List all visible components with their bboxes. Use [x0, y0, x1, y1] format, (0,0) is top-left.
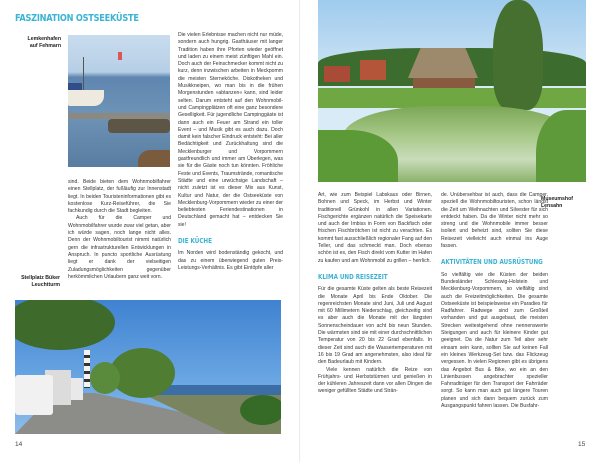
- text-column-right: Die vielen Erlebnisse machen nicht nur müde, sondern auch hungrig. Gasthäuser mit langer Tradition haben ihre Pforten wieder geöffnet und laden zu einem meist zünftigen Mahl ein. Doch auch der Feinschmecker kommt nicht zu kurz, denn inzwischen arbeiten in Meckpomm die meisten Sterneköche. Diskotheken und Musikkneipen, wo man bis in die frühen Morgenstunden »abtanzen« kann, sind leider selten. Darum entsteht auf den Wohnmobil- und Campingplätzen oft eine ganz besondere Geselligkeit. Für jugendliche Campinggäste ist dann auch ein Feuer am Strand ein toller Event – und Musik gibt es auch dazu. Doch damit kein falscher Eindruck entsteht: Bei aller Bedächtigkeit und Zurückhaltung sind die Mecklenburger und Vorpommern gastfreundlich und immer am Überlegen, was sie für die Gäste noch tun könnten. Fröhliche Feste und Events, Traumstrände, romantische Städte und eine urwüchsige Landschaft – nicht zuletzt ist es dieser Mix aus Kunst, Kultur und Natur, der die Ostseeküste von Mecklenburg-Vorpommern wieder zu einer der beliebtesten Feriendestinationen in Deutschland gemacht hat – entdecken Sie sie! DIE KÜCHE Im Norden wird bodenständig gekocht, und das zu einem überwiegend guten Preis-Leistungs-Verhältnis. Es gibt Eintöpfe aller: [178, 32, 283, 271]
- page-number-left: 14: [15, 441, 23, 448]
- caption-campsite: Stellplatz Büker Leuchtturm: [21, 275, 60, 288]
- subhead-klima: KLIMA UND REISEZEIT: [318, 272, 388, 281]
- photo-museum-farm: [318, 0, 586, 182]
- photo-harbour: [68, 35, 170, 167]
- subhead-kueche: DIE KÜCHE: [178, 237, 212, 246]
- text-column-left: Art, wie zum Beispiel Labskaus oder Birnen, Bohnen und Speck, im Herbst und Winter traditionell Grünkohl in allen Variationen. Fischgerichte ergänzen natürlich die Speisekarte und auch der Imbiss in Form von Backfisch oder frischen Fischbrötchen ist nicht zu verachten. Es kommt fast ausschließlich regionaler Fang auf den Teller, und das schmeckt man. Doch ebenso schön ist es, den Fisch direkt vom Kutter im Hafen zu kaufen und am Wohnmobil zu grillen – herrlich. KLIMA UND REISEZEIT Für die gesamte Küste gelten als beste Reisezeit die Monate April bis Ende Oktober. Die regenreichsten Monate sind Juni, Juli und August mit 60 Millimetern Niederschlag, gleichzeitig sind es aber auch die Monate mit der längsten Sonnenscheindauer von acht bis neun Stunden. Die wärmsten sind sie mit einer durchschnittlichen Temperatur von 20 bis 22 Grad ebenfalls. In dieser Zeit sind auch die Wassertemperaturen mit 16 bis 19 Grad am angenehmsten, also ideal für den Badeurlaub mit Kindern. Viele kennen natürlich die Reize von Frühjahrs- und Herbststürmen und genießen in der kühleren Jahreszeit dann vor allen Dingen die weniger gefüllten Städte und Strän-: [318, 192, 432, 395]
- right-page: [300, 0, 600, 462]
- subhead-aktivitaeten: AKTIVITÄTEN UND AUSRÜSTUNG: [441, 258, 543, 267]
- caption-museum-farm: Museumshof Lensahn: [541, 196, 573, 209]
- page-number-right: 15: [578, 441, 586, 448]
- text-column-right: de. Unübersehbar ist auch, dass die Camper, speziell die Wohnmobiltouristen, schon längst die Zeit um Weihnachten und Silvester für sich entdeckt haben. Da die Winter nicht mehr so streng und die Wohnmobile immer besser isoliert und beheizt sind, sollten Sie diese Reisezeit vielleicht auch einmal ins Auge fassen. AKTIVITÄTEN UND AUSRÜSTUNG So vielfältig wie die Küsten der beiden Bundesländer Schleswig-Holstein und Mecklenburg-Vorpommern, so vielfältig sind auch die Freizeitmöglichkeiten. Die gesamte Ostseeküste ist beispielsweise ein Paradies für Radfahrer. Radwege sind zum Großteil vorhanden und gut ausgebaut, die meisten Strecken weitestgehend ohne nennenswerte Steigungen und auch für kleinere Kinder gut geeignet. Da die Natur zum Teil aber sehr einsam sein kann, sollten Sie auf keinen Fall ein kleines Werkzeug-Set bzw. das Flickzeug vergessen. In vielen Regionen gibt es übrigens das Angebot Bus & Bike, wo ein an den Linienbussen angebrachter spezieller Fahrradträger für den Transport der Fahrräder sorgt. So kann man auch gut längere Touren planen und sich dann bequem zurück zum Ausgangspunkt fahren lassen. Die Busfahr-: [441, 192, 548, 410]
- caption-harbour: Lemkenhafen auf Fehmarn: [27, 36, 61, 49]
- text-column-left-lower: sind. Beide bieten dem Wohnmobilfahrer einen Stellplatz, der fußläufig zur Innenstadt liegt. In beiden Touristeninformationen gibt es kostenlose Kurz-Reiseführer, die Sie fachkundig durch die Stadt begleiten. Auch für die Camper und Wohnmobilfahrer wurde zwar viel getan, aber ich würde sagen, noch lange nicht alles. Denn der Wohnmobiltourist nimmt natürlich gern die infrastrukturellen Entwicklungen in Anspruch. In puncto sportliche Ausrüstung liegt er dank der vielseitigen Zuladungsmöglichkeiten gegenüber herkömmlichen Urlaubern ganz weit vorn.: [68, 179, 171, 280]
- photo-campsite: [15, 300, 281, 434]
- section-title: FASZINATION OSTSEEKÜSTE: [15, 13, 139, 24]
